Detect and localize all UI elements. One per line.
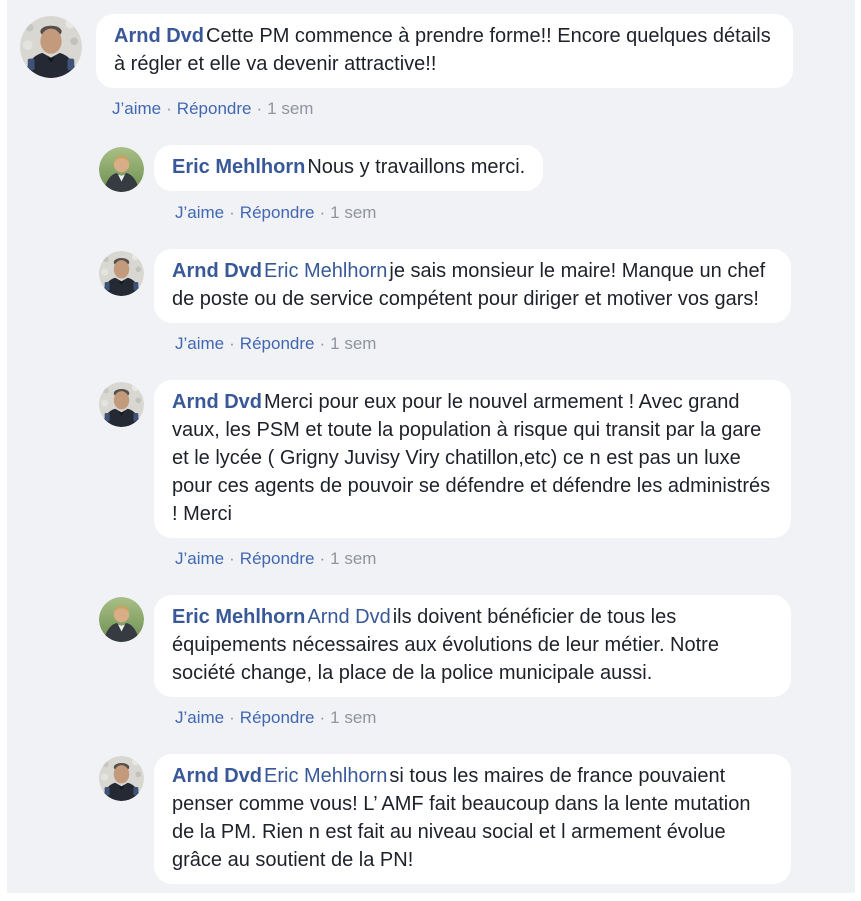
police-officer-avatar-image: [99, 251, 144, 296]
comment-row: [99, 380, 855, 538]
reply-button[interactable]: Répondre: [239, 708, 315, 727]
reply-button[interactable]: Répondre: [176, 99, 252, 118]
comment-action-bar: [175, 202, 855, 223]
police-officer-avatar-image: [99, 382, 144, 427]
comment-bubble: [154, 754, 791, 884]
timestamp[interactable]: 1 sem: [330, 708, 377, 727]
comment-text: Cette PM commence à prendre forme!! Encore quelques détails à régler et elle va devenir attractive!!: [114, 25, 771, 75]
comment-row: [99, 595, 855, 697]
like-button[interactable]: J’aime: [175, 203, 225, 222]
comment-bubble: [96, 14, 793, 88]
separator-dot: ·: [229, 334, 235, 353]
separator-dot: ·: [319, 708, 326, 727]
like-button[interactable]: J’aime: [175, 334, 225, 353]
arnd-dvd-profile-photo[interactable]: [99, 756, 144, 801]
mention-link[interactable]: Arnd Dvd: [307, 606, 391, 628]
separator-dot: ·: [319, 203, 326, 222]
comment-author-link[interactable]: Eric Mehlhorn: [172, 156, 306, 178]
separator-dot: ·: [166, 99, 172, 118]
separator-dot: ·: [229, 203, 235, 222]
comment-action-bar: [112, 98, 855, 119]
comment-text: Nous y travaillons merci.: [307, 156, 526, 178]
like-button[interactable]: J’aime: [112, 99, 162, 118]
comment-row: [20, 14, 855, 88]
comment-author-link[interactable]: Eric Mehlhorn: [172, 606, 306, 628]
comment-bubble: [154, 380, 791, 538]
comment-row: [99, 249, 855, 323]
separator-dot: ·: [256, 99, 263, 118]
comment-text: si tous les maires de france pouvaient penser comme vous! L’ AMF fait beaucoup dans la lente mutation de la PM. Rien n est fait au niveau social et l armement évolue grâce au soutient de la PN!: [172, 765, 751, 871]
comment-action-bar: [175, 707, 855, 728]
comment-text: ils doivent bénéficier de tous les équipements nécessaires aux évolutions de leur métier. Notre société change, la place de la police municipale aussi.: [172, 606, 719, 684]
police-officer-avatar-image: [99, 756, 144, 801]
police-officer-avatar-image: [20, 16, 82, 78]
reply-button[interactable]: Répondre: [239, 334, 315, 353]
separator-dot: ·: [229, 549, 235, 568]
comment-text: je sais monsieur le maire! Manque un chef de poste ou de service compétent pour diriger et motiver vos gars!: [172, 260, 766, 310]
comment-author-link[interactable]: Arnd Dvd: [172, 260, 262, 282]
mention-link[interactable]: Eric Mehlhorn: [264, 260, 388, 282]
comment-author-link[interactable]: Arnd Dvd: [114, 25, 204, 47]
comment-thread: [7, 0, 855, 893]
separator-dot: ·: [319, 549, 326, 568]
like-button[interactable]: J’aime: [175, 549, 225, 568]
timestamp[interactable]: 1 sem: [330, 203, 377, 222]
comment-row: [99, 754, 855, 884]
comment-action-bar: [175, 548, 855, 569]
comment-bubble: [154, 249, 791, 323]
comment-bubble: [154, 145, 543, 191]
reply-button[interactable]: Répondre: [239, 203, 315, 222]
mention-link[interactable]: Eric Mehlhorn: [264, 765, 388, 787]
timestamp[interactable]: 1 sem: [267, 99, 314, 118]
timestamp[interactable]: 1 sem: [330, 334, 377, 353]
comment-action-bar: [175, 333, 855, 354]
comment-author-link[interactable]: Arnd Dvd: [172, 391, 262, 413]
separator-dot: ·: [229, 708, 235, 727]
separator-dot: ·: [319, 334, 326, 353]
suited-man-avatar-image: [99, 597, 144, 642]
suited-man-avatar-image: [99, 147, 144, 192]
like-button[interactable]: J’aime: [175, 708, 225, 727]
eric-mehlhorn-profile-photo[interactable]: [99, 597, 144, 642]
comment-bubble: [154, 595, 791, 697]
comment-author-link[interactable]: Arnd Dvd: [172, 765, 262, 787]
arnd-dvd-profile-photo[interactable]: [20, 16, 82, 78]
arnd-dvd-profile-photo[interactable]: [99, 382, 144, 427]
comment-text: Merci pour eux pour le nouvel armement ! Avec grand vaux, les PSM et toute la population à risque qui transit par la gare et le lycée ( Grigny Juvisy Viry chatillon,etc) ce n est pas un luxe pour ces agents de pouvoir se défendre et défendre les administrés ! Merci: [172, 391, 771, 525]
comment-row: [99, 145, 855, 192]
arnd-dvd-profile-photo[interactable]: [99, 251, 144, 296]
timestamp[interactable]: 1 sem: [330, 549, 377, 568]
reply-button[interactable]: Répondre: [239, 549, 315, 568]
eric-mehlhorn-profile-photo[interactable]: [99, 147, 144, 192]
